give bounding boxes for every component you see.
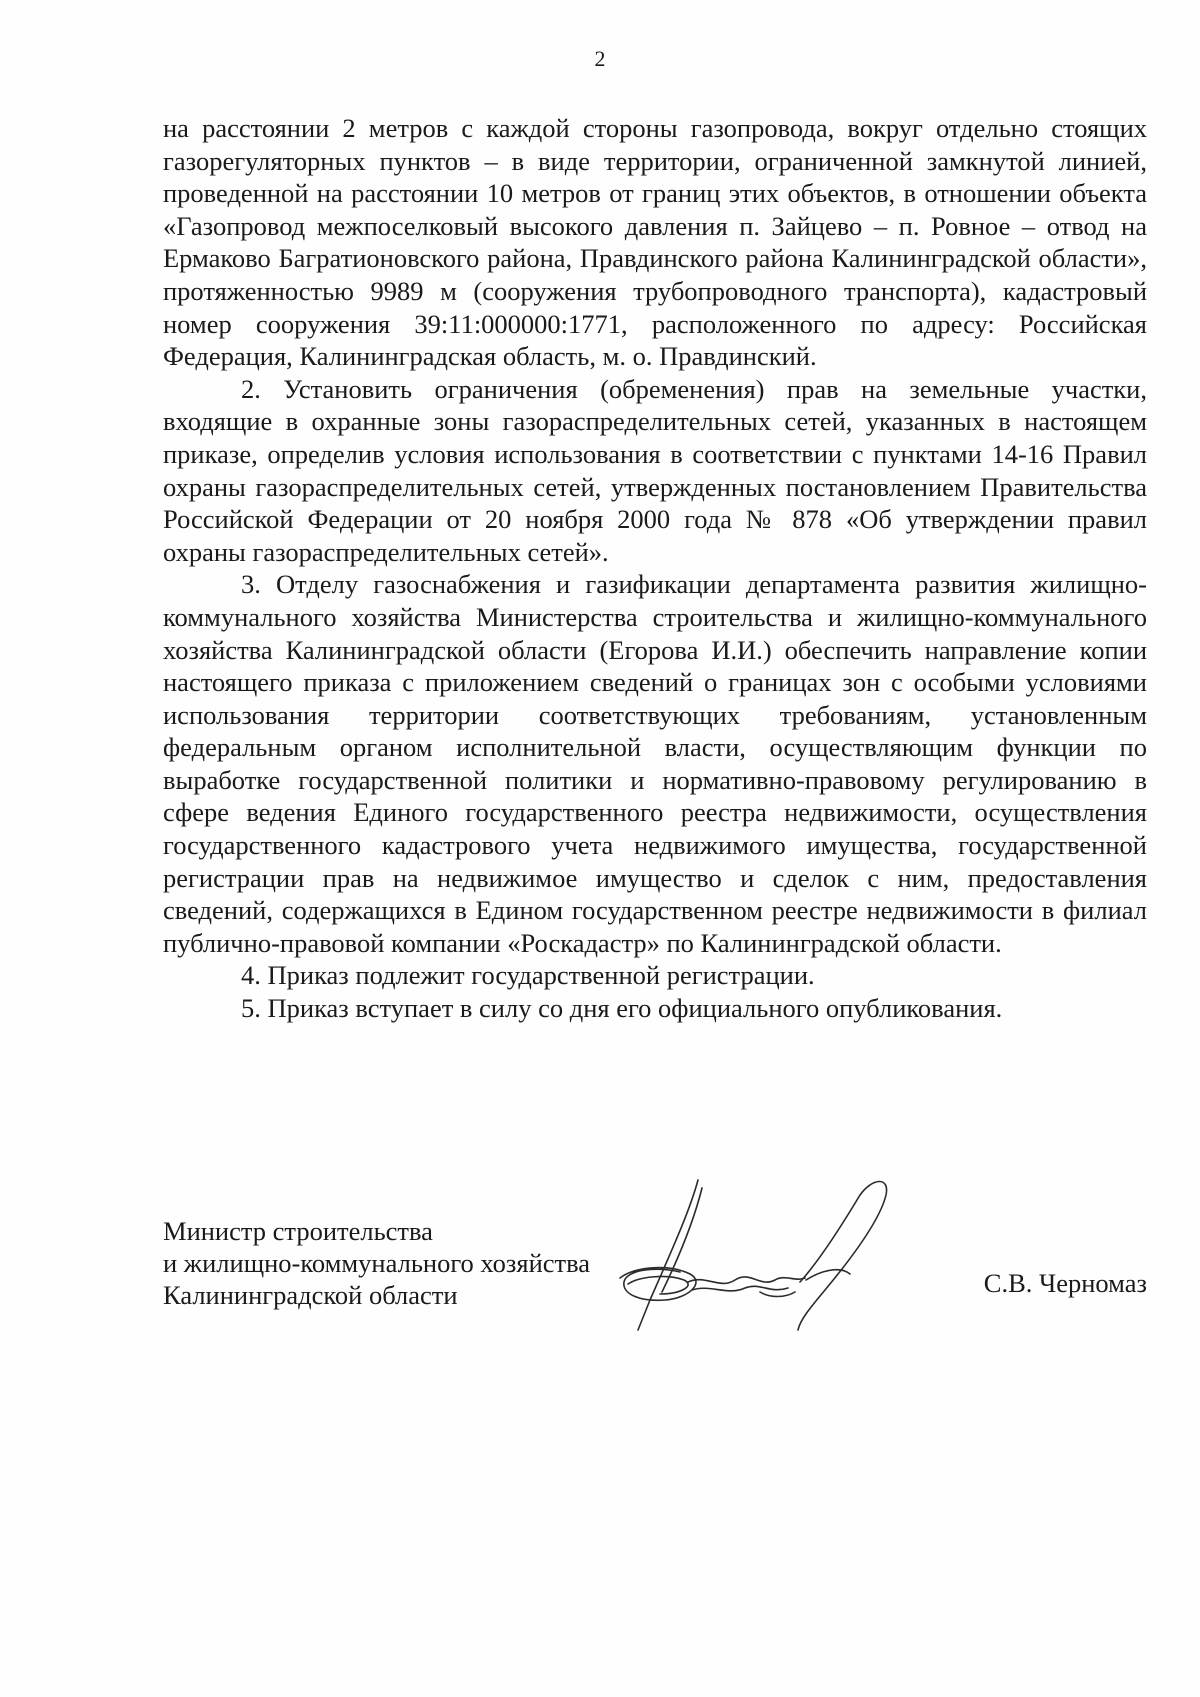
handwritten-signature: [610, 1170, 900, 1340]
signer-name: С.В. Черномаз: [983, 1268, 1147, 1298]
paragraph-continuation: на расстоянии 2 метров с каждой стороны газопровода, вокруг отдельно стоящих газорегуляторных пунктов – в виде территории, ограниченной замкнутой линией, проведенной на расстоянии 10 метров от границ этих объектов, в отношении объекта «Газопровод межпоселковый высокого давления п. Зайцево – п. Ровное – отвод на Ермаково Багратионовского района, Правдинского района Калининградской области», протяженностью 9989 м (сооружения трубопроводного транспорта), кадастровый номер сооружения 39:11:000000:1771, расположенного по адресу: Российская Федерация, Калининградская область, м. о. Правдинский.: [163, 113, 1147, 372]
signer-position-line: и жилищно-коммунального хозяйства: [163, 1248, 591, 1278]
paragraph-item-4: 4. Приказ подлежит государственной регистрации.: [241, 960, 815, 991]
paragraph-item-2: 2. Установить ограничения (обременения) прав на земельные участки, входящие в охранные зоны газораспределительных сетей, указанных в настоящем приказе, определив условия использования в соответствии с пунктами 14-16 Правил охраны газораспределительных сетей, утвержденных постановлением Правительства Российской Федерации от 20 ноября 2000 года № 878 «Об утверждении правил охраны газораспределительных сетей».: [163, 373, 1147, 567]
signer-position-line: Министр строительства: [163, 1216, 433, 1246]
signer-position-line: Калининградской области: [163, 1280, 458, 1310]
paragraph-item-3: 3. Отделу газоснабжения и газификации департамента развития жилищно-коммунального хозяйства Министерства строительства и жилищно-коммунального хозяйства Калининградской области (Егорова И.И.) обеспечить направление копии настоящего приказа с приложением сведений о границах зон с особыми условиями использования территории соответствующих требованиям, установленным федеральным органом исполнительной власти, осуществляющим функции по выработке государственной политики и нормативно-правовому регулированию в сфере ведения Единого государственного реестра недвижимости, осуществления государственного кадастрового учета недвижимого имущества, государственной регистрации прав на недвижимое имущество и сделок с ним, предоставления сведений, содержащихся в Едином государственном реестре недвижимости в филиал публично-правовой компании «Роскадастр» по Калининградской области.: [163, 569, 1147, 958]
document-body: [163, 112, 1147, 1025]
page-number: 2: [594, 46, 606, 71]
paragraph-item-5: 5. Приказ вступает в силу со дня его официального опубликования.: [241, 993, 1003, 1024]
